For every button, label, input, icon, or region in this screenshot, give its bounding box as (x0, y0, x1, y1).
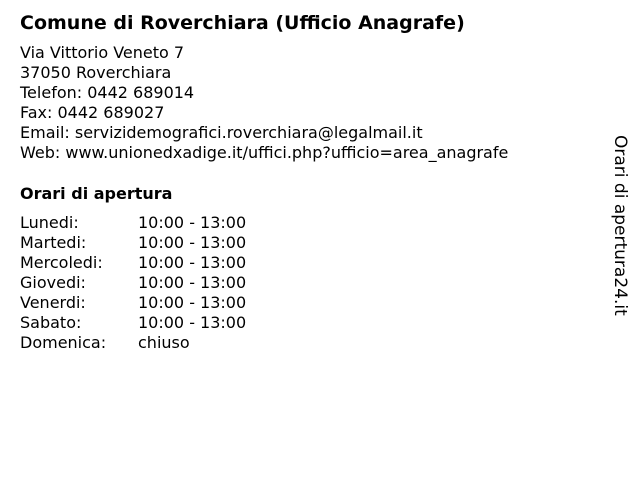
city-line: 37050 Roverchiara (20, 63, 172, 82)
time-value: 10:00 - 13:00 (138, 273, 247, 292)
opening-hours-heading: Orari di apertura (20, 184, 173, 203)
address-line: Via Vittorio Veneto 7 (20, 43, 185, 62)
hours-row-tuesday (20, 233, 246, 253)
day-label: Giovedi: (20, 273, 86, 292)
time-value: 10:00 - 13:00 (138, 253, 247, 272)
contact-block (20, 43, 508, 163)
phone-line: Telefon: 0442 689014 (20, 83, 195, 102)
hours-row-monday (20, 213, 246, 233)
email-line: Email: servizidemografici.roverchiara@legalmail.it (20, 123, 423, 142)
hours-row-thursday (20, 273, 246, 293)
time-value: 10:00 - 13:00 (138, 233, 247, 252)
opening-hours-list (20, 213, 246, 353)
office-title: Comune di Roverchiara (Ufficio Anagrafe) (20, 12, 465, 34)
time-value: 10:00 - 13:00 (138, 313, 247, 332)
day-label: Domenica: (20, 333, 107, 352)
hours-row-wednesday (20, 253, 246, 273)
time-value: chiuso (138, 333, 190, 352)
fax-line: Fax: 0442 689027 (20, 103, 165, 122)
hours-row-friday (20, 293, 246, 313)
time-value: 10:00 - 13:00 (138, 213, 247, 232)
day-label: Sabato: (20, 313, 82, 332)
time-value: 10:00 - 13:00 (138, 293, 247, 312)
day-label: Martedi: (20, 233, 87, 252)
hours-row-saturday (20, 313, 246, 333)
day-label: Venerdi: (20, 293, 86, 312)
day-label: Lunedi: (20, 213, 79, 232)
site-watermark: Orari di apertura24.it (610, 135, 630, 316)
hours-row-sunday (20, 333, 246, 353)
web-line: Web: www.unionedxadige.it/uffici.php?ufficio=area_anagrafe (20, 143, 509, 162)
day-label: Mercoledi: (20, 253, 103, 272)
